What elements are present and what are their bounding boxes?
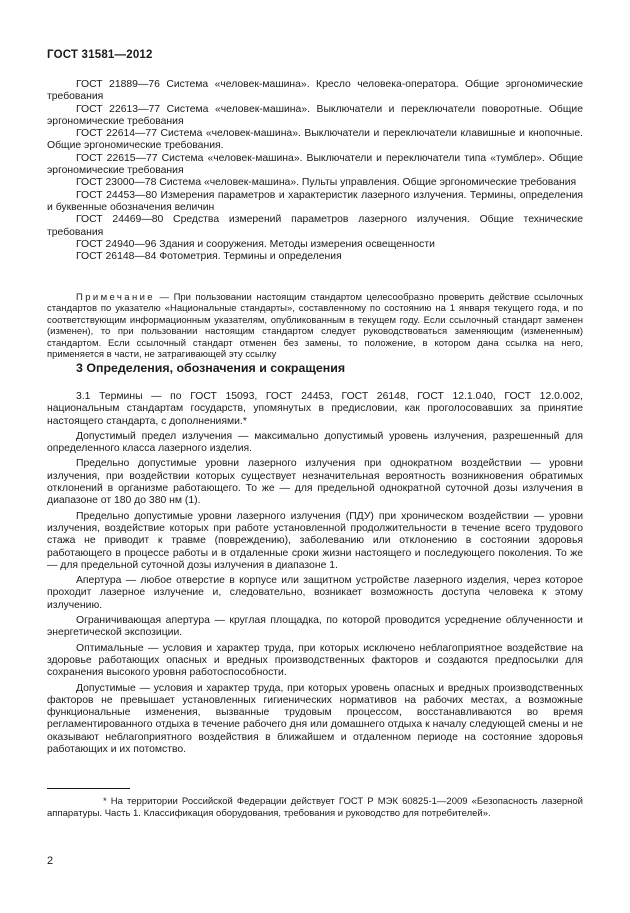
reference-item: ГОСТ 22614—77 Система «человек-машина». Выключатели и переключатели клавишные и кнопочные. Общие эргономические требования.: [47, 128, 583, 152]
reference-item: ГОСТ 22615—77 Система «человек-машина». Выключатели и переключатели типа «тумблер». Общие эргономические требования: [47, 152, 583, 177]
section-heading: 3 Определения, обозначения и сокращения: [76, 361, 346, 375]
normative-references-list: [47, 79, 583, 263]
body-paragraph: Предельно допустимые уровни лазерного излучения при однократном воздействии — уровни излучения, при воздействии которых существует незначительная вероятность возникновения обратимых отклонений в организме работающего. То же — для предельной однократной суточной дозы излучения в диапазоне от 180 до 380 нм (1).: [47, 458, 583, 507]
body-paragraph: Апертура — любое отверстие в корпусе или защитном устройстве лазерного изделия, через которое проходит лазерное излучение и, следовательно, возникает возможность доступа человека к этому излучению.: [47, 575, 583, 611]
reference-item: ГОСТ 24940—96 Здания и сооружения. Методы измерения освещенности: [76, 238, 435, 250]
reference-item: ГОСТ 24453—80 Измерения параметров и характеристик лазерного излучения. Термины, определения и буквенные обозначения величин: [47, 189, 583, 213]
footnote-text: * На территории Российской Федерации действует ГОСТ Р МЭК 60825-1—2009 «Безопасность лазерной аппаратуры. Часть 1. Классификация оборудования, требования и руководство для потребителей».: [47, 796, 583, 819]
page-number: 2: [47, 855, 54, 867]
footnote: [47, 796, 583, 819]
definitions-body: [47, 391, 583, 759]
note-paragraph: [47, 292, 583, 360]
body-paragraph: Ограничивающая апертура — круглая площадка, по которой проводится усреднение облученности и энергетической экспозиции.: [47, 615, 583, 639]
reference-item: ГОСТ 22613—77 Система «человек-машина». Выключатели и переключатели поворотные. Общие эргономические требования: [47, 103, 583, 127]
reference-item: ГОСТ 26148—84 Фотометрия. Термины и определения: [76, 251, 342, 263]
body-paragraph: Допустимый предел излучения — максимально допустимый уровень излучения, разрешенный для определенного класса лазерного изделия.: [47, 430, 583, 455]
reference-item: ГОСТ 21889—76 Система «человек-машина». Кресло человека-оператора. Общие эргономические требования: [47, 79, 583, 103]
note-label: Примечание: [76, 292, 155, 303]
running-header: ГОСТ 31581—2012: [47, 49, 153, 61]
body-paragraph: Допустимые — условия и характер труда, при которых уровень опасных и вредных производственных факторов не превышает установленных гигиенических нормативов на рабочих местах, а возможные функциональные изменения, вызванные трудовым процессом, восстанавливаются во время регламентированного отдыха в течение рабочего дня или домашнего отдыха к началу следующей смены и не оказывают неблагоприятного воздействия в ближайшем и отдаленном периоде на состояние здоровья работающих и их потомство.: [47, 682, 583, 756]
body-paragraph: Предельно допустимые уровни лазерного излучения (ПДУ) при хроническом воздействии — уровни излучения, воздействие которых при работе установленной продолжительности в течение всего трудового стажа не приводит к травме (повреждению), заболеванию или отклонению в состоянии здоровья работающего в процессе работы и в отдаленные сроки жизни настоящего и последующего поколения. То же — для предельной суточной дозы излучения в диапазоне 1.: [47, 510, 583, 571]
body-paragraph: 3.1 Термины — по ГОСТ 15093, ГОСТ 24453, ГОСТ 26148, ГОСТ 12.1.040, ГОСТ 12.0.002, национальным стандартам государств, упомянутых в предисловии, как проголосовавших за принятие настоящего стандарта, с дополнениями.*: [47, 391, 583, 427]
body-paragraph: Оптимальные — условия и характер труда, при которых исключено неблагоприятное воздействие на здоровье работающих опасных и вредных производственных факторов и создаются предпосылки для сохранения высокого уровня работоспособности.: [47, 642, 583, 679]
references-note: [47, 292, 583, 360]
footnote-separator: [47, 788, 130, 789]
reference-item: ГОСТ 23000—78 Система «человек-машина». Пульты управления. Общие эргономические требования: [76, 177, 577, 189]
note-text: — При пользовании настоящим стандартом целесообразно проверить действие ссылочных стандартов по указателю «Национальные стандарты», составленному по состоянию на 1 января текущего года, и по соответствующим информационным указателям, опубликованным в текущем году. Если ссылочный стандарт заменен (изменен), то при пользовании настоящим стандартом следует руководствоваться заменяющим (измененным) стандартом. Если ссылочный стандарт отменен без замены, то положение, в котором дана ссылка на него, применяется в части, не затрагивающей эту ссылку: [47, 292, 583, 361]
reference-item: ГОСТ 24469—80 Средства измерений параметров лазерного излучения. Общие технические требования: [47, 214, 583, 238]
